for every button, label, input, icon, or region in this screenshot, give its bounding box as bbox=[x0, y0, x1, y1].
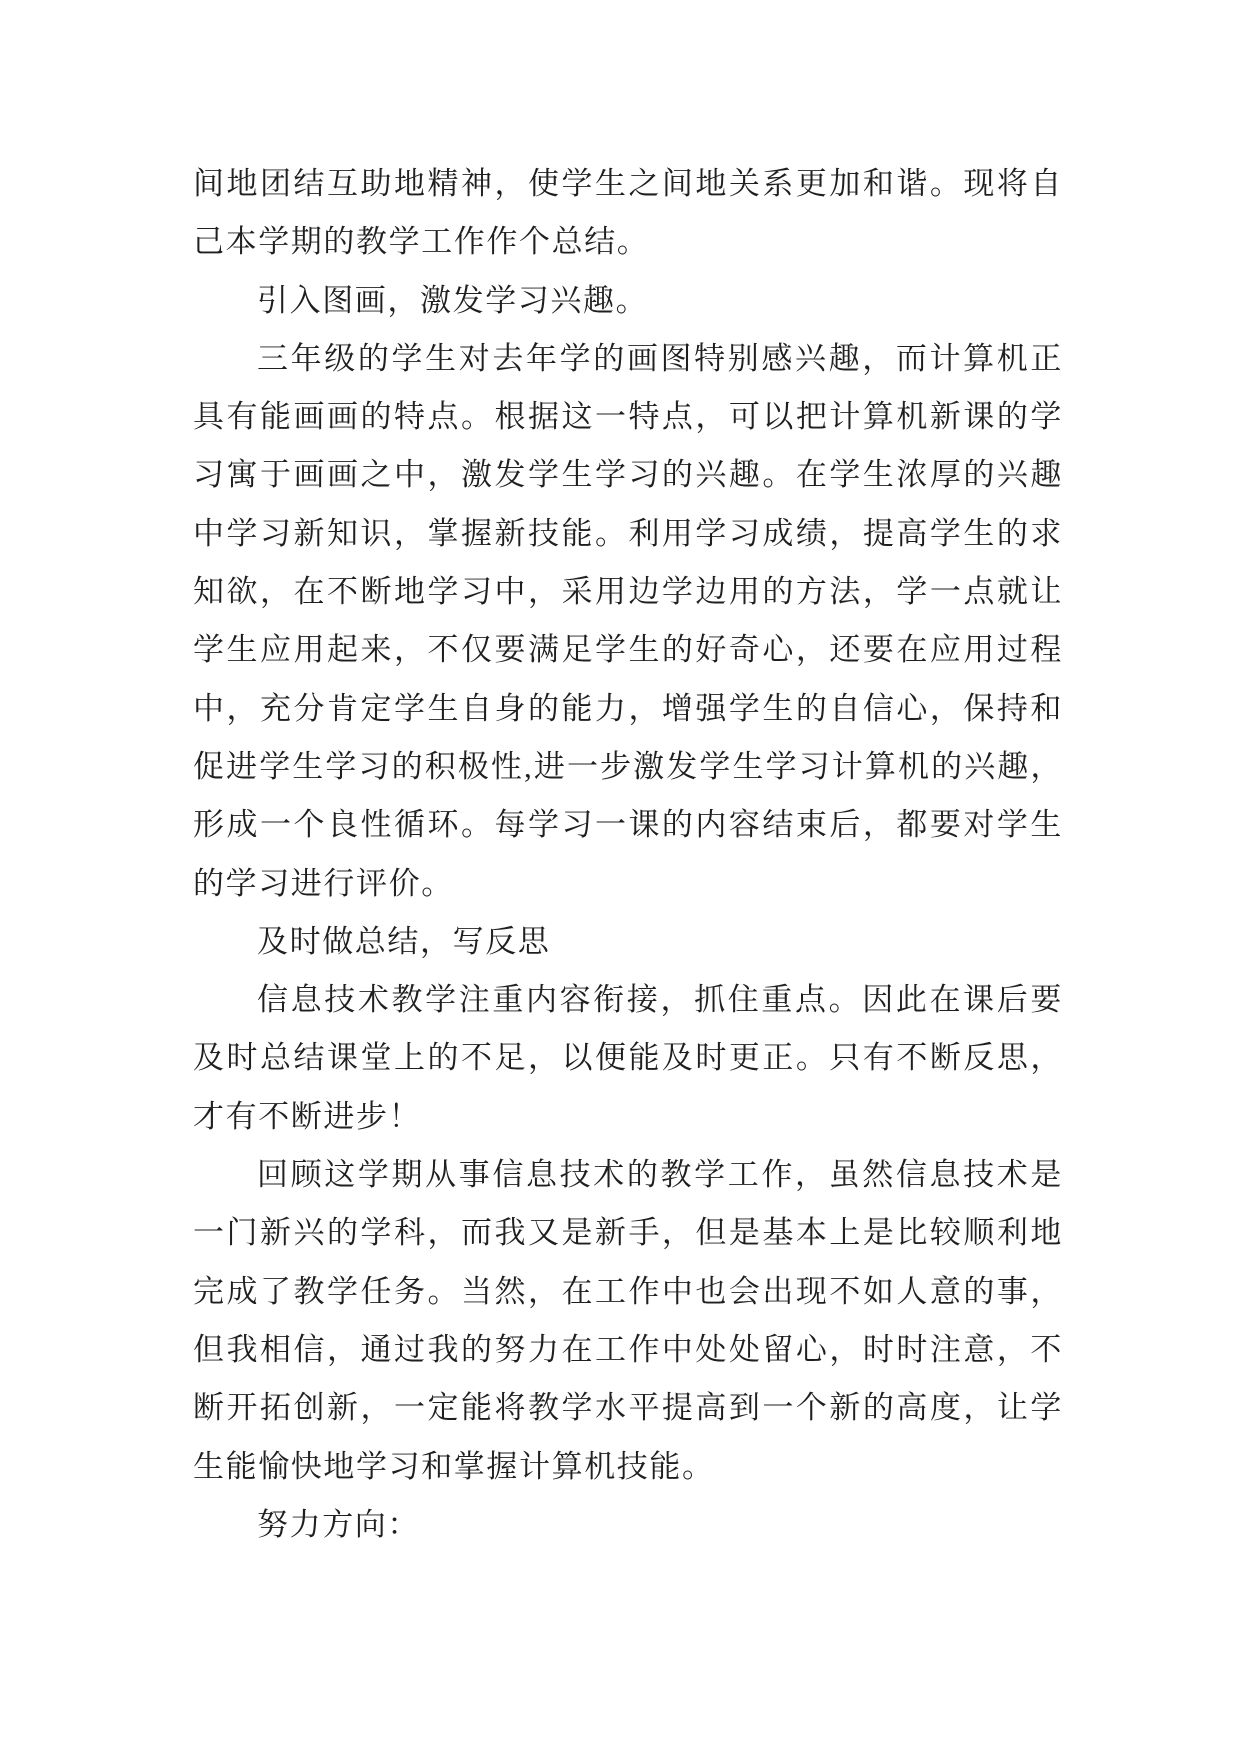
text-line: 形成一个良性循环。每学习一课的内容结束后，都要对学生 bbox=[193, 807, 1063, 843]
text-line: 知欲，在不断地学习中，采用边学边用的方法，学一点就让 bbox=[193, 574, 1063, 610]
text-line: 才有不断进步！ bbox=[193, 1098, 422, 1134]
text-line: 间地团结互助地精神，使学生之间地关系更加和谐。现将自 bbox=[193, 166, 1063, 201]
paragraph bbox=[193, 330, 1063, 913]
text-line: 及时总结课堂上的不足，以便能及时更正。只有不断反思， bbox=[193, 1040, 1063, 1076]
text-line: 具有能画画的特点。根据这一特点，可以把计算机新课的学 bbox=[193, 399, 1063, 435]
paragraph bbox=[193, 272, 1063, 330]
text-line: 回顾这学期从事信息技术的教学工作，虽然信息技术是 bbox=[257, 1157, 1063, 1193]
text-line: 中学习新知识，掌握新技能。利用学习成绩，提高学生的求 bbox=[193, 515, 1063, 551]
text-line: 一门新兴的学科，而我又是新手，但是基本上是比较顺利地 bbox=[193, 1215, 1063, 1251]
text-line: 完成了教学任务。当然，在工作中也会出现不如人意的事， bbox=[193, 1273, 1063, 1309]
text-line: 学生应用起来，不仅要满足学生的好奇心，还要在应用过程 bbox=[193, 632, 1063, 668]
text-line: 习寓于画画之中，激发学生学习的兴趣。在学生浓厚的兴趣 bbox=[193, 457, 1063, 493]
text-line: 生能愉快地学习和掌握计算机技能。 bbox=[193, 1448, 715, 1484]
text-line: 三年级的学生对去年学的画图特别感兴趣，而计算机正 bbox=[257, 340, 1063, 376]
text-line: 努力方向： bbox=[257, 1506, 420, 1542]
paragraph bbox=[193, 1496, 1063, 1554]
text-line: 促进学生学习的积极性,进一步激发学生学习计算机的兴趣， bbox=[193, 748, 1063, 784]
text-line: 的学习进行评价。 bbox=[193, 865, 454, 901]
paragraph bbox=[193, 971, 1063, 1146]
text-line: 中，充分肯定学生自身的能力，增强学生的自信心，保持和 bbox=[193, 690, 1063, 726]
paragraph bbox=[193, 155, 1063, 272]
text-line: 引入图画，激发学习兴趣。 bbox=[257, 282, 649, 318]
paragraph bbox=[193, 913, 1063, 971]
text-line: 但我相信，通过我的努力在工作中处处留心，时时注意，不 bbox=[193, 1331, 1063, 1367]
text-line: 断开拓创新，一定能将教学水平提高到一个新的高度，让学 bbox=[193, 1390, 1063, 1426]
text-line: 己本学期的教学工作作个总结。 bbox=[193, 224, 650, 260]
paragraph bbox=[193, 1146, 1063, 1496]
text-line: 信息技术教学注重内容衔接，抓住重点。因此在课后要 bbox=[257, 982, 1063, 1018]
document-body bbox=[193, 155, 1063, 1554]
text-line: 及时做总结，写反思 bbox=[257, 923, 551, 959]
